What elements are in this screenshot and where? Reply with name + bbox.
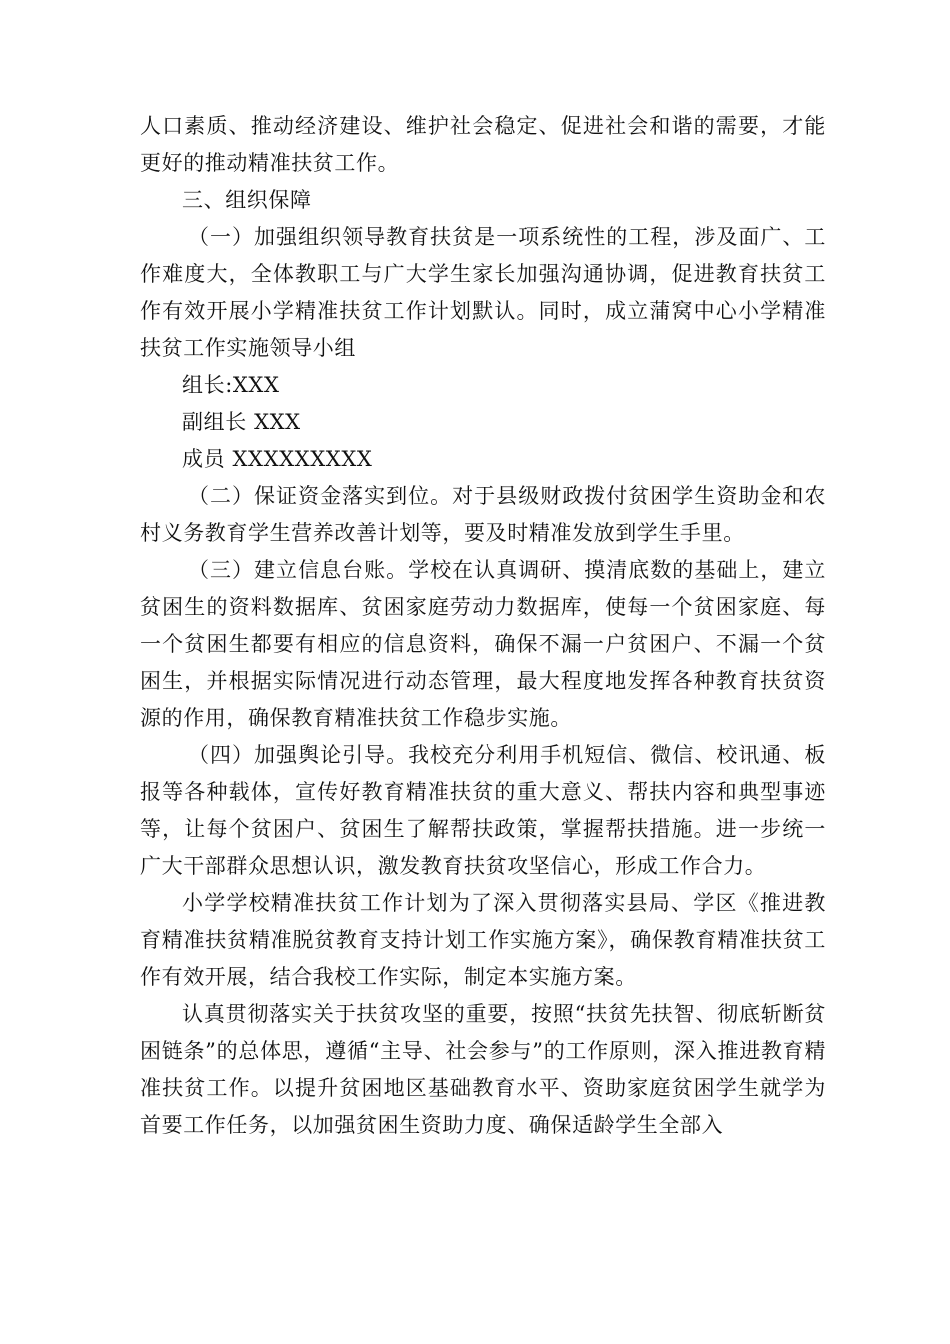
section-heading: 三、组织保障	[182, 188, 312, 212]
paragraph-continuation: 人口素质、推动经济建设、维护社会稳定、促进社会和谐的需要，才能更好的推动精准扶贫工作。	[140, 114, 826, 175]
paragraph-item-1: （一）加强组织领导教育扶贫是一项系统性的工程，涉及面广、工作难度大，全体教职工与广大学生家长加强沟通协调，促进教育扶贫工作有效开展小学精准扶贫工作计划默认。同时，成立蒲窝中心小学精准扶贫工作实施领导小组	[140, 225, 826, 360]
paragraph-intro: 小学学校精准扶贫工作计划为了深入贯彻落实县局、学区《推进教育精准扶贫精准脱贫教育支持计划工作实施方案》，确保教育精准扶贫工作有效开展，结合我校工作实际，制定本实施方案。	[140, 891, 826, 989]
paragraph-item-3: （三）建立信息台账。学校在认真调研、摸清底数的基础上，建立贫困生的资料数据库、贫困家庭劳动力数据库，使每一个贫困家庭、每一个贫困生都要有相应的信息资料，确保不漏一户贫困户、不漏一个贫困生，并根据实际情况进行动态管理，最大程度地发挥各种教育扶贫资源的作用，确保教育精准扶贫工作稳步实施。	[140, 558, 826, 730]
paragraph-item-2: （二）保证资金落实到位。对于县级财政拨付贫困学生资助金和农村义务教育学生营养改善计划等，要及时精准发放到学生手里。	[140, 484, 826, 545]
deputy-leader-line: 副组长 XXX	[182, 410, 301, 434]
document-body	[140, 108, 826, 1144]
paragraph-item-4: （四）加强舆论引导。我校充分利用手机短信、微信、校讯通、板报等各种载体，宣传好教育精准扶贫的重大意义、帮扶内容和典型事迹等，让每个贫困户、贫困生了解帮扶政策，掌握帮扶措施。进一步统一广大干部群众思想认识，激发教育扶贫攻坚信心，形成工作合力。	[140, 743, 826, 878]
member-line: 成员 XXXXXXXXX	[182, 447, 373, 471]
leader-line: 组长:XXX	[182, 373, 280, 397]
paragraph-guideline: 认真贯彻落实关于扶贫攻坚的重要，按照“扶贫先扶智、彻底斩断贫困链条”的总体思，遵循“主导、社会参与”的工作原则，深入推进教育精准扶贫工作。以提升贫困地区基础教育水平、资助家庭贫困学生就学为首要工作任务，以加强贫困生资助力度、确保适龄学生全部入	[140, 1002, 826, 1137]
